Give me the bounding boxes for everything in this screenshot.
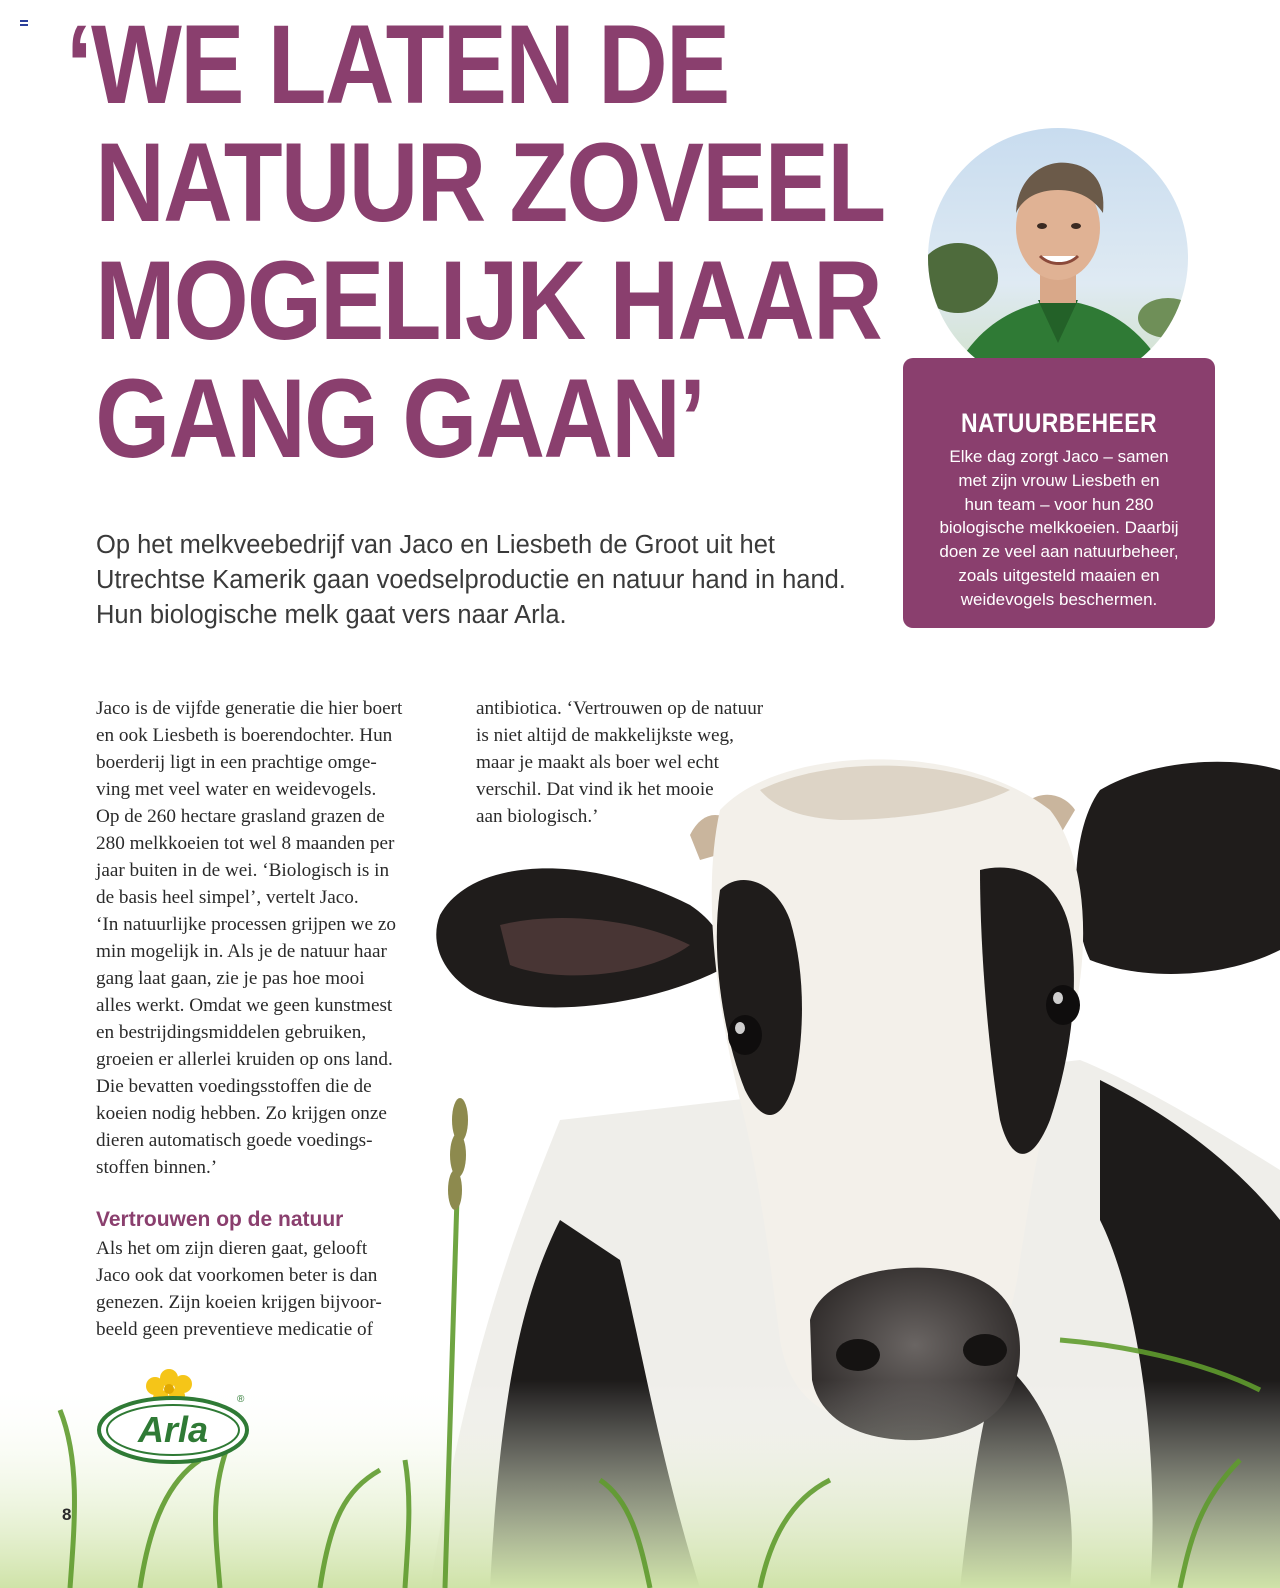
arla-logo — [97, 1368, 253, 1468]
body-line: genezen. Zijn koeien krijgen bijvoor- — [96, 1292, 382, 1313]
body-line: gang laat gaan, zie je pas hoe mooi — [96, 968, 365, 989]
info-box-title: NATUURBEHEER — [961, 408, 1157, 438]
article-column-1 — [96, 695, 441, 1343]
headline-line: ‘WE LATEN DE — [66, 2, 729, 127]
headline — [66, 2, 885, 481]
body-line: dieren automatisch goede voedings- — [96, 1130, 373, 1151]
info-box-line: doen ze veel aan natuurbeheer, — [939, 542, 1179, 562]
body-line: verschil. Dat vind ik het mooie — [476, 779, 714, 800]
page-number: 8 — [62, 1505, 72, 1524]
info-box-line: met zijn vrouw Liesbeth en — [958, 470, 1160, 490]
flag-icon — [20, 20, 28, 26]
body-line: antibiotica. ‘Vertrouwen op de natuur — [476, 698, 764, 719]
registered-mark: ® — [237, 1394, 245, 1405]
body-line: Jaco is de vijfde generatie die hier boert — [96, 698, 403, 719]
body-line: min mogelijk in. Als je de natuur haar — [96, 941, 387, 962]
section-subheading: Vertrouwen op de natuur — [96, 1208, 344, 1231]
portrait-photo — [928, 128, 1188, 388]
body-line: maar je maakt als boer wel echt — [476, 752, 719, 773]
body-line: ving met veel water en weidevogels. — [96, 779, 377, 800]
intro-paragraph: Op het melkveebedrijf van Jaco en Liesbeth de Groot uit het Utrechtse Kamerik gaan voedselproductie en natuur hand in hand. Hun biologische melk gaat vers naar Arla. — [96, 531, 846, 629]
info-box-line: zoals uitgesteld maaien en — [958, 565, 1160, 585]
body-line: groeien er allerlei kruiden op ons land. — [96, 1049, 393, 1070]
body-line: 280 melkkoeien tot wel 8 maanden per — [96, 833, 395, 854]
body-line: beeld geen preventieve medicatie of — [96, 1319, 374, 1340]
body-line: Jaco ook dat voorkomen beter is dan — [96, 1265, 378, 1286]
body-line: is niet altijd de makkelijkste weg, — [476, 725, 734, 746]
body-line: en bestrijdingsmiddelen gebruiken, — [96, 1022, 367, 1043]
info-box-body — [903, 445, 1215, 612]
body-line: de basis heel simpel’, vertelt Jaco. — [96, 887, 359, 908]
body-line: Op de 260 hectare grasland grazen de — [96, 806, 385, 827]
headline-line: GANG GAAN’ — [95, 356, 705, 481]
article-column-2 — [476, 695, 821, 830]
body-line: Die bevatten voedingsstoffen die de — [96, 1076, 372, 1097]
body-line: Als het om zijn dieren gaat, gelooft — [96, 1238, 368, 1259]
info-box-natuurbeheer — [903, 358, 1215, 628]
body-line: ‘In natuurlijke processen grijpen we zo — [96, 914, 396, 935]
body-line: koeien nodig hebben. Zo krijgen onze — [96, 1103, 387, 1124]
headline-line: MOGELIJK HAAR — [95, 238, 881, 363]
body-line: boerderij ligt in een prachtige omge- — [96, 752, 377, 773]
info-box-line: weidevogels beschermen. — [960, 589, 1158, 609]
logo-text: Arla — [137, 1409, 209, 1450]
body-line: stoffen binnen.’ — [96, 1157, 218, 1178]
body-line: en ook Liesbeth is boerendochter. Hun — [96, 725, 393, 746]
body-line: alles werkt. Omdat we geen kunstmest — [96, 995, 393, 1016]
body-line: jaar buiten in de wei. ‘Biologisch is in — [96, 860, 390, 881]
info-box-line: Elke dag zorgt Jaco – samen — [949, 447, 1169, 466]
headline-line: NATUUR ZOVEEL — [95, 120, 885, 245]
info-box-line: hun team – voor hun 280 — [964, 494, 1154, 514]
info-box-line: biologische melkkoeien. Daarbij — [939, 518, 1179, 538]
body-line: aan biologisch.’ — [476, 806, 599, 827]
